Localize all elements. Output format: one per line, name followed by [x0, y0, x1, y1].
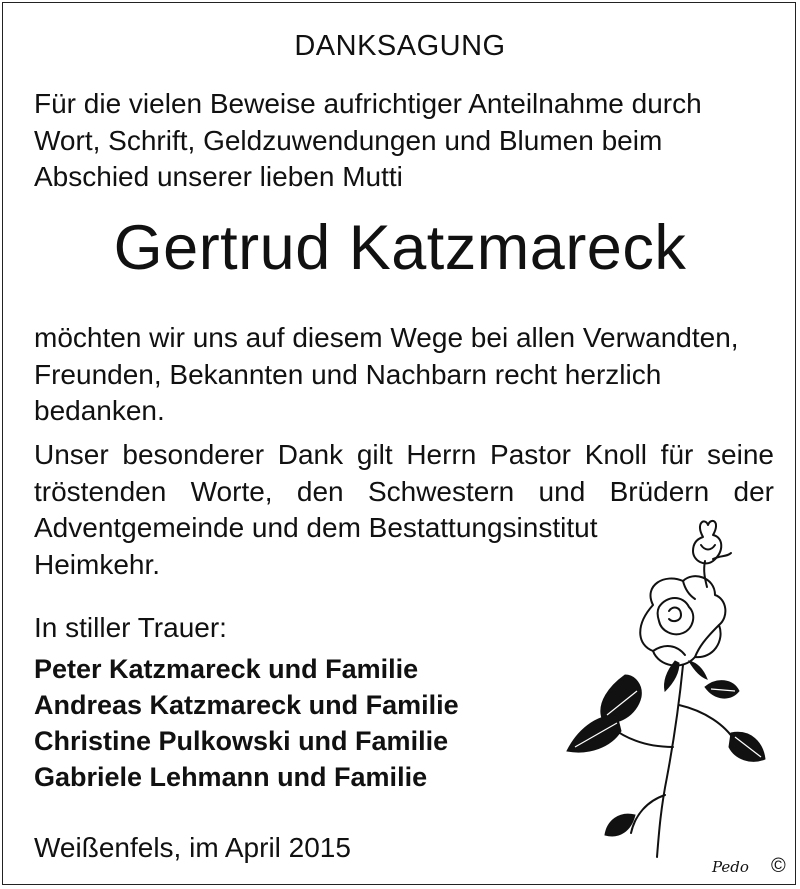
place-date: Weißenfels, im April 2015	[34, 832, 351, 863]
artist-signature: Pedo	[712, 858, 749, 876]
special-thanks-line: Unser besonderer Dank gilt Herrn Pastor Knoll für seine	[34, 439, 774, 470]
intro-line: Für die vielen Beweise aufrichtiger Anteilnahme durch	[34, 88, 702, 119]
mourner-entry: Andreas Katzmareck und Familie	[34, 690, 459, 720]
thanks-line: bedanken.	[34, 395, 165, 426]
intro-line: Abschied unserer lieben Mutti	[34, 161, 403, 192]
special-thanks-line: Adventgemeinde und dem Bestattungsinstitut	[34, 512, 598, 543]
notice-title: DANKSAGUNG	[294, 30, 506, 62]
mourner-entry: Gabriele Lehmann und Familie	[34, 762, 428, 792]
rose-illustration-icon	[555, 515, 770, 860]
special-thanks-line: Heimkehr.	[34, 548, 161, 580]
grief-label: In stiller Trauer:	[34, 612, 227, 643]
mourners-list	[34, 651, 459, 795]
deceased-name: Gertrud Katzmareck	[113, 213, 687, 283]
thanks-line: Freunden, Bekannten und Nachbarn recht herzlich	[34, 358, 662, 390]
thanks-line: möchten wir uns auf diesem Wege bei allen Verwandten,	[34, 322, 739, 353]
thanks-paragraph	[34, 320, 774, 430]
intro-line: Wort, Schrift, Geldzuwendungen und Blumen beim	[34, 124, 663, 156]
mourner-entry: Peter Katzmareck und Familie	[34, 654, 419, 684]
mourner-entry: Christine Pulkowski und Familie	[34, 726, 449, 756]
copyright-symbol: ©	[771, 855, 786, 877]
special-thanks-line: tröstenden Worte, den Schwestern und Brüdern der	[34, 475, 774, 507]
intro-paragraph	[34, 86, 774, 196]
